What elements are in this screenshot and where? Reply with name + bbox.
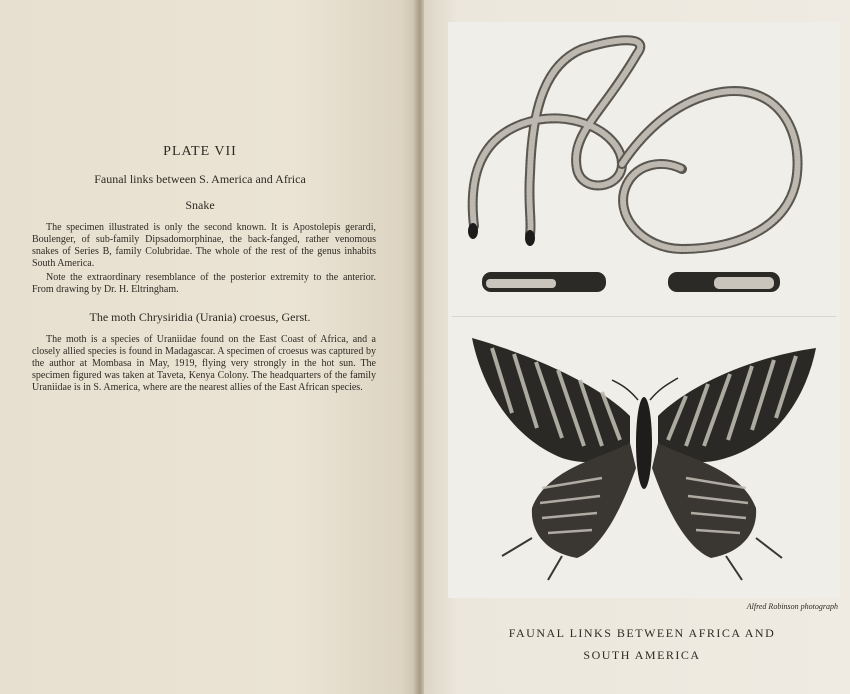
photo-divider [452,316,836,317]
plate-subtitle: Faunal links between S. America and Africa [94,172,306,186]
caption-line-2: SOUTH AMERICA [583,648,701,662]
photo-credit: Alfred Robinson photograph [746,602,838,611]
caption-line-1: FAUNAL LINKS BETWEEN AFRICA AND [508,626,776,640]
plate-caption [462,622,822,666]
moth-photograph [452,318,836,592]
moth-paragraph: The moth is a species of Uraniidae found on the East Coast of Africa, and a closely allied species is found in Madagascar. A specimen of croesus was captured by the author at Mombasa in May, 1919, flying very strongly in the hot sun. The specimen figured was taken at Taveta, Kenya Colony. The headquarters of the family Uraniidae is in S. America, where are the nearest allies of the East African species. [32,334,376,393]
snake-paragraph-2: Note the extraordinary resemblance of the posterior extremity to the anterior. From drawing by Dr. H. Eltringham. [32,272,376,295]
snake-heading: Snake [185,198,215,212]
moth-heading: The moth Chrysiridia (Urania) croesus, Gerst. [89,310,311,324]
left-page [0,0,418,694]
plate-title: PLATE VII [163,144,237,159]
snake-paragraph-1: The specimen illustrated is only the second known. It is Apostolepis gerardi, Boulenger, of sub-family Dipsadomorphinae, the back-fanged, rather venomous snakes of Series B, family Colubridae. The whole of the rest of the genus inhabits South America. [32,222,376,269]
snake-photograph [452,24,836,314]
